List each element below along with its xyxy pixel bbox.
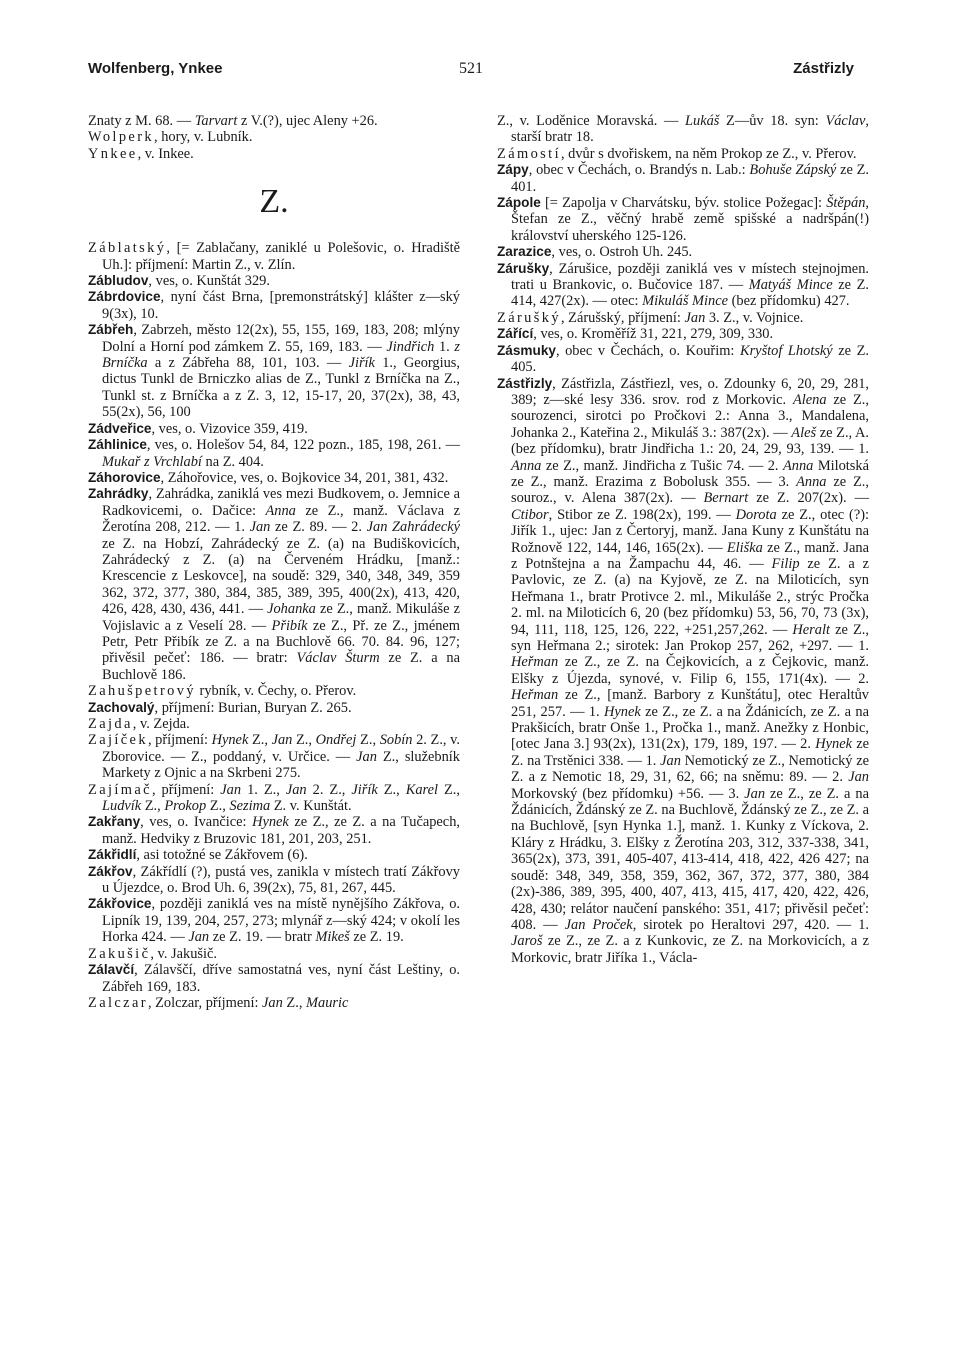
dictionary-entry: Zálavčí, Zálavščí, dříve samostatná ves, nyní část Leštiny, o. Zábřeh 169, 183. [88, 962, 460, 995]
dictionary-entry: Zábludov, ves, o. Kunštát 329. [88, 273, 270, 290]
dictionary-entry: Zahrádky, Zahrádka, zaniklá ves mezi Budkovem, o. Jemnice a Radkovicemi, o. Dačice: Anna ze Z., manž. Václava z Žerotína 208, 212. — 1. Jan ze Z. 89. — 2. Jan Zahrádecký ze Z. na Hobzí, Zahrádecký ze Z. (a) na Budiškovicích, Zahrádecký z Z. (a) na Červeném Hrádku, [manž.: Krescencie z Leskovce], na soudě: 329, 340, 348, 349, 359 362, 372, 377, 380, 384, 385, 389, 395, 400(2x), 413, 420, 426, 428, 430, 436, 441. — Johanka ze Z., manž. Mikuláše z Vojislavic a z Veselí 28. — Přibík ze Z., Př. ze Z., jménem Petr, Petr Přibík ze Z. a na Buchlově 66. 70. 84. 96, 127; přivěsil pečeť: 186. — bratr: Václav Šturm ze Z. a na Buchlově 186. [88, 486, 460, 683]
dictionary-entry: Z., v. Loděnice Moravská. — Lukáš Z—ův 18. syn: Václav, starší bratr 18. [497, 113, 870, 146]
dictionary-entry: Zábrdovice, nyní část Brna, [premonstrátský] klášter z—ský 9(3x), 10. [88, 289, 460, 322]
header-left-entry: Wolfenberg, Ynkee [88, 60, 223, 77]
section-letter: Z. [259, 183, 289, 221]
dictionary-entry: Zachovalý, příjmení: Burian, Buryan Z. 265. [88, 699, 352, 716]
dictionary-entry: Zákřov, Zákřídlí (?), pustá ves, zanikla v místech tratí Zákřovy u Újezdce, o. Brod Uh. 6, 39(2x), 75, 81, 267, 445. [88, 863, 460, 897]
dictionary-entry: Wolperk, hory, v. Lubník. [88, 129, 253, 146]
dictionary-entry: Záhorovice, Záhořovice, ves, o. Bojkovice 34, 201, 381, 432. [88, 469, 449, 486]
dictionary-entry: Zákřovice, později zaniklá ves na místě nynějšího Zákřova, o. Lipník 19, 139, 204, 257, 273; mlynář z—ský 424; v okolí les Horka 424. — Jan ze Z. 19. — bratr Mikeš ze Z. 19. [88, 896, 460, 946]
dictionary-entry: Zápy, obec v Čechách, o. Brandýs n. Lab.: Bohuše Zápský ze Z. 401. [497, 162, 870, 195]
dictionary-entry: Zajímač, příjmení: Jan 1. Z., Jan 2. Z., Jiřík Z., Karel Z., Ludvík Z., Prokop Z., Sezima Z. v. Kunštát. [88, 781, 460, 815]
dictionary-entry: Záhlinice, ves, o. Holešov 54, 84, 122 pozn., 185, 198, 261. — Mukař z Vrchlabí na Z. 404. [88, 437, 460, 470]
dictionary-entry: Znaty z M. 68. — Tarvart z V.(?), ujec Aleny +26. [88, 113, 378, 129]
dictionary-entry: Zábřeh, Zabrzeh, město 12(2x), 55, 155, 169, 183, 208; mlýny Dolní a Horní pod zámkem Z. 55, 169, 183. — Jindřich 1. z Brníčka a z Zábřeha 88, 101, 103. — Jiřík 1., Georgius, dictus Tunkl de Brniczko alias de Z., Tunkl z Brníčka na Z., Tunkl st. z Brníčka a z Z. 3, 12, 15-17, 20, 37(2x), 38, 43, 55(2x), 56, 100 [88, 322, 461, 421]
dictionary-entry: Zásmuky, obec v Čechách, o. Kouřim: Kryštof Lhotský ze Z. 405. [497, 342, 869, 376]
dictionary-entry: Zarazice, ves, o. Ostroh Uh. 245. [497, 244, 693, 261]
dictionary-entry: Ynkee, v. Inkee. [88, 145, 194, 162]
dictionary-entry: Zádveřice, ves, o. Vizovice 359, 419. [88, 420, 308, 437]
dictionary-entry: Zahušpetrový rybník, v. Čechy, o. Přerov. [88, 683, 357, 700]
header-right-entry: Zástřizly [793, 60, 854, 77]
dictionary-entry: Zakřany, ves, o. Ivančice: Hynek ze Z., ze Z. a na Tučapech, manž. Hedviky z Bruzovic 181, 201, 203, 251. [88, 814, 460, 847]
dictionary-entry: Zákřidlí, asi totožné se Zákřovem (6). [88, 847, 308, 864]
dictionary-entry: Zámostí, dvůr s dvořiskem, na něm Prokop ze Z., v. Přerov. [497, 145, 857, 162]
dictionary-entry: Zajda, v. Zejda. [88, 716, 190, 732]
dictionary-entry: Zápole [= Zapolja v Charvátsku, býv. stolice Požegac]: Štěpán, Štefan ze Z., věčný hrabě země spišské a nadršpán(!) království uherského 125-126. [497, 195, 869, 244]
page-number: 521 [459, 60, 483, 77]
dictionary-entry: Zárušký, Zárušský, příjmení: Jan 3. Z., v. Vojnice. [497, 309, 804, 326]
left-column [88, 113, 460, 1011]
dictionary-entry: Záblatský, [= Zablačany, zaniklé u Polešovic, o. Hradiště Uh.]: příjmení: Martin Z., v. Zlín. [88, 240, 460, 273]
running-header [88, 60, 854, 82]
dictionary-entry: Zářící, ves, o. Kroměříž 31, 221, 279, 309, 330. [497, 326, 774, 343]
dictionary-entry: Zárušky, Zárušice, později zaniklá ves v místech stejnojmen. trati u Brankovic, o. Bučovice 187. — Matyáš Mince ze Z. 414, 427(2x). — otec: Mikuláš Mince (bez přídomku) 427. [497, 260, 870, 310]
right-column [497, 113, 869, 966]
dictionary-entry: Zalczar, Zolczar, příjmení: Jan Z., Mauric [88, 994, 349, 1011]
dictionary-entry: Zástřizly, Zástřizla, Zástřiezl, ves, o. Zdounky 6, 20, 29, 281, 389; z—ské lesy 336. srov. rod z Morkovic. Alena ze Z., sourozenci, sirotci po Pročkovi 2.: Anna 3., Mandalena, Johanka 2., Kateřina 2., Mikuláš 3.: 387(2x). — Aleš ze Z., A. (bez přídomku), bratr Jindřicha 1.: 20, 24, 29, 93, 139. — 1. Anna ze Z., manž. Jindřicha z Tušic 74. — 2. Anna Milotská ze Z., manž. Erazima z Bobolusk 355. — 3. Anna ze Z., souroz., v. Alena 387(2x). — Bernart ze Z. 207(2x). — Ctibor, Stibor ze Z. 198(2x), 199. — Dorota ze Z., otec (?): Jiřík 1., ujec: Jan z Čertoryj, manž. Jana Kuny z Kunštátu na Rožnově 122, 144, 146, 165(2x). — Eliška ze Z., manž. Jana z Potnštejna a na Žampachu 44, 46. — Filip ze Z. a z Pavlovic, ze Z. (a) na Kyjově, ze Z. na Miloticích, syn Heřmana 1., bratr Protivce 2. ml., Mikuláše 2., strýc Pročka 2. ml. na Miloticích 6, 20 (bez přídomku) 53, 56, 70, 73 (3x), 94, 111, 118, 125, 126, 222, +251,257,262. — Heralt ze Z., syn Heřmana 2.; sirotek: Jan Prokop 257, 262, +297. — 1. Heřman ze Z., ze Z. na Čejkovicích, a z Čejkovic, manž. Elšky z Újezda, synové, v. Filip 6, 155, 171(4x). — 2. Heřman ze Z., [manž. Barbory z Kunštátu], otec Heraltův 251, 257. — 1. Hynek ze Z., ze Z. a na Ždánicích, ze Z. a na Prakšicích, bratr Onše 1., Pročka 1., manž. Anežky z Honbic, [otec Jana 3.] 93(2x), 131(2x), 179, 189, 197. — 2. Hynek ze Z. na Trstěnici 338. — 1. Jan Nemotický ze Z., Nemotický ze Z. a z Nemotic 18, 29, 31, 62, 66; na sněmu: 89. — 2. Jan Morkovský (bez přídomku) +56. — 3. Jan ze Z., ze Z. a na Ždánicích, Ždánský ze Z. na Buchlově, Ždánský ze Z., ze Z. a na Buchlově, [syn Hynka 1.], manž. 1. Kunky z Víckova, 2. Kláry z Hrádku, 3. Elšky z Žerotína 203, 312, 337-338, 341, 365(2x), 373, 391, 405-407, 413-414, 418, 422, 426 427; na soudě: 348, 349, 358, 359, 362, 367, 372, 377, 380, 384 (2x)-386, 389, 395, 400, 407, 413, 415, 417, 420, 422, 426, 428, 430; relátor naučení panského: 351, 417; přivěsil pečeť: 408. — Jan Proček, sirotek po Heraltovi 297, 420. — 1. Jaroš ze Z., ze Z. a z Kunkovic, ze Z. na Morkovicích, a z Morkovic, bratr Jiříka 1., Václa- [497, 375, 870, 966]
dictionary-entry: Zajíček, příjmení: Hynek Z., Jan Z., Ondřej Z., Sobín 2. Z., v. Zborovice. — Z., poddaný, v. Určice. — Jan Z., služebník Markety z Ojnic a na Skrbeni 275. [88, 732, 461, 782]
dictionary-entry: Zakušič, v. Jakušič. [88, 945, 217, 962]
